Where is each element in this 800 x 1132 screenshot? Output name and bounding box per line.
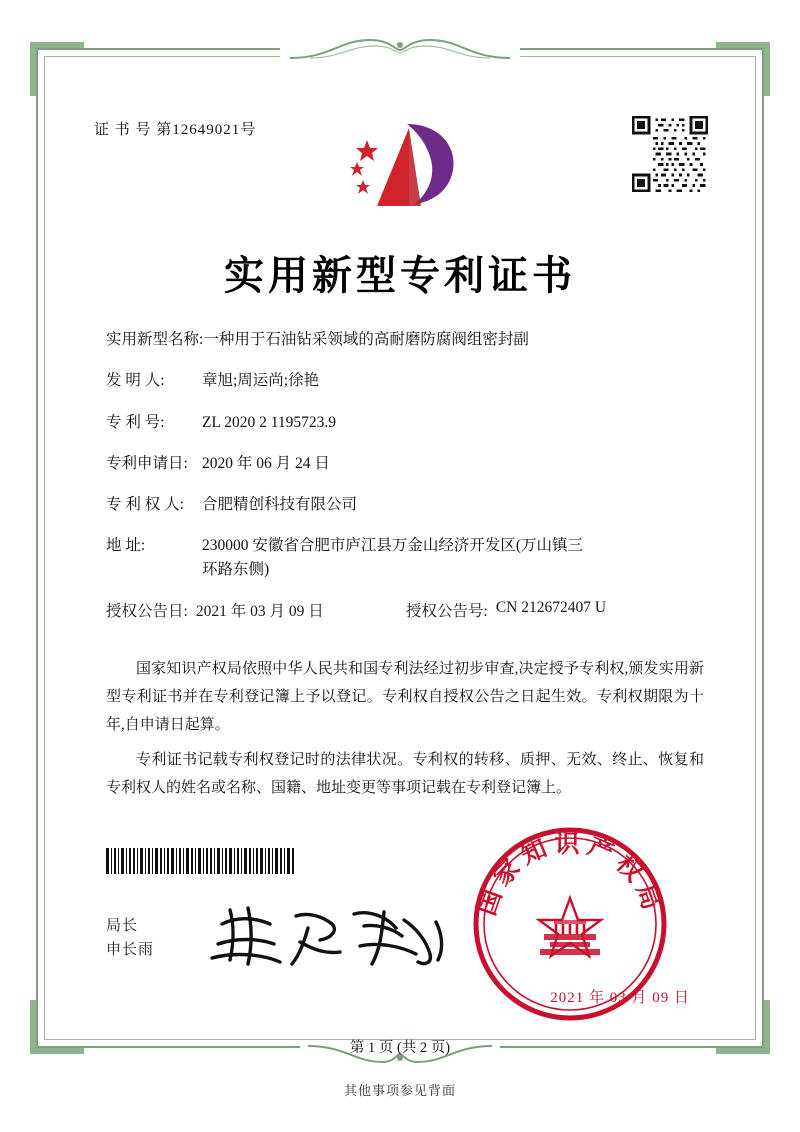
barcode-svg: [106, 848, 294, 874]
legal-paragraph-2: 专利证书记载专利权登记时的法律状况。专利权的转移、质押、无效、终止、恢复和专利权人的姓名或名称、国籍、地址变更等事项记载在专利登记簿上。: [106, 752, 704, 796]
handwriting-svg: [204, 894, 454, 974]
field-row-utility-model-name: [106, 328, 704, 351]
announcement-number-group: [406, 599, 606, 621]
barcode-icon: [106, 848, 294, 874]
field-value: 章旭;周运尚;徐艳: [202, 372, 320, 390]
field-label: 专利申请日:: [106, 454, 188, 472]
field-value-address: [202, 534, 704, 581]
field-label: 专 利 权 人:: [106, 496, 184, 513]
field-list: [106, 328, 704, 631]
field-row-inventor: [106, 369, 704, 392]
seal-date: 2021 年 03 月 09 日: [550, 990, 690, 1006]
field-label: 实用新型名称:: [106, 331, 204, 348]
field-value: ZL 2020 2 1195723.9: [202, 413, 337, 431]
qr-code-icon: [632, 116, 708, 192]
field-value: 2020 年 06 月 24 日: [202, 454, 330, 472]
director-role-label: 局长: [106, 918, 139, 934]
field-label: 发 明 人:: [106, 372, 165, 390]
page-indicator: 第 1 页 (共 2 页): [349, 1040, 451, 1056]
announcement-date-value: 2021 年 03 月 09 日: [195, 602, 324, 620]
svg-text:国家知识产权局: 国家知识产权局: [471, 829, 669, 920]
address-line-2: 环路东侧): [202, 560, 270, 578]
announcement-date-label: 授权公告日:: [106, 602, 188, 620]
legal-paragraph-1: 国家知识产权局依照中华人民共和国专利法经过初步审查,决定授予专利权,颁发实用新型专利证书并在专利登记簿上予以登记。专利权自授权公告之日起生效。专利权期限为十年,自申请日起算。: [106, 661, 704, 733]
page-title: 实用新型专利证书: [224, 252, 576, 299]
announcement-number-value: CN 212672407 U: [495, 598, 607, 616]
address-line-1: 230000 安徽省合肥市庐江县万金山经济开发区(万山镇三: [202, 537, 584, 555]
announcement-number-label: 授权公告号:: [406, 602, 488, 620]
field-row-application-date: [106, 452, 704, 475]
field-label: 地 址:: [106, 537, 146, 555]
signature-block: [106, 914, 154, 962]
legal-text: [106, 656, 704, 811]
announcement-date-group: [106, 599, 406, 621]
field-row-patentee: [106, 493, 704, 516]
logo-svg: [335, 118, 465, 218]
director-handwritten-signature: [204, 894, 454, 974]
field-value: 一种用于石油钻采领域的高耐磨防腐阀组密封副: [203, 331, 529, 348]
field-value: 合肥精创科技有限公司: [202, 496, 358, 513]
field-label: 专 利 号:: [106, 413, 165, 431]
certificate-number: 证 书 号 第12649021号: [94, 122, 257, 138]
footnote: 其他事项参见背面: [343, 1083, 456, 1098]
field-row-announcement: [106, 599, 704, 621]
field-row-address: [106, 534, 704, 581]
certificate-content: [44, 56, 756, 1056]
field-row-patent-number: [106, 411, 704, 434]
director-name-label: 申长雨: [106, 942, 155, 958]
patent-office-logo-icon: [335, 118, 465, 218]
qr-code-svg: [632, 116, 708, 192]
